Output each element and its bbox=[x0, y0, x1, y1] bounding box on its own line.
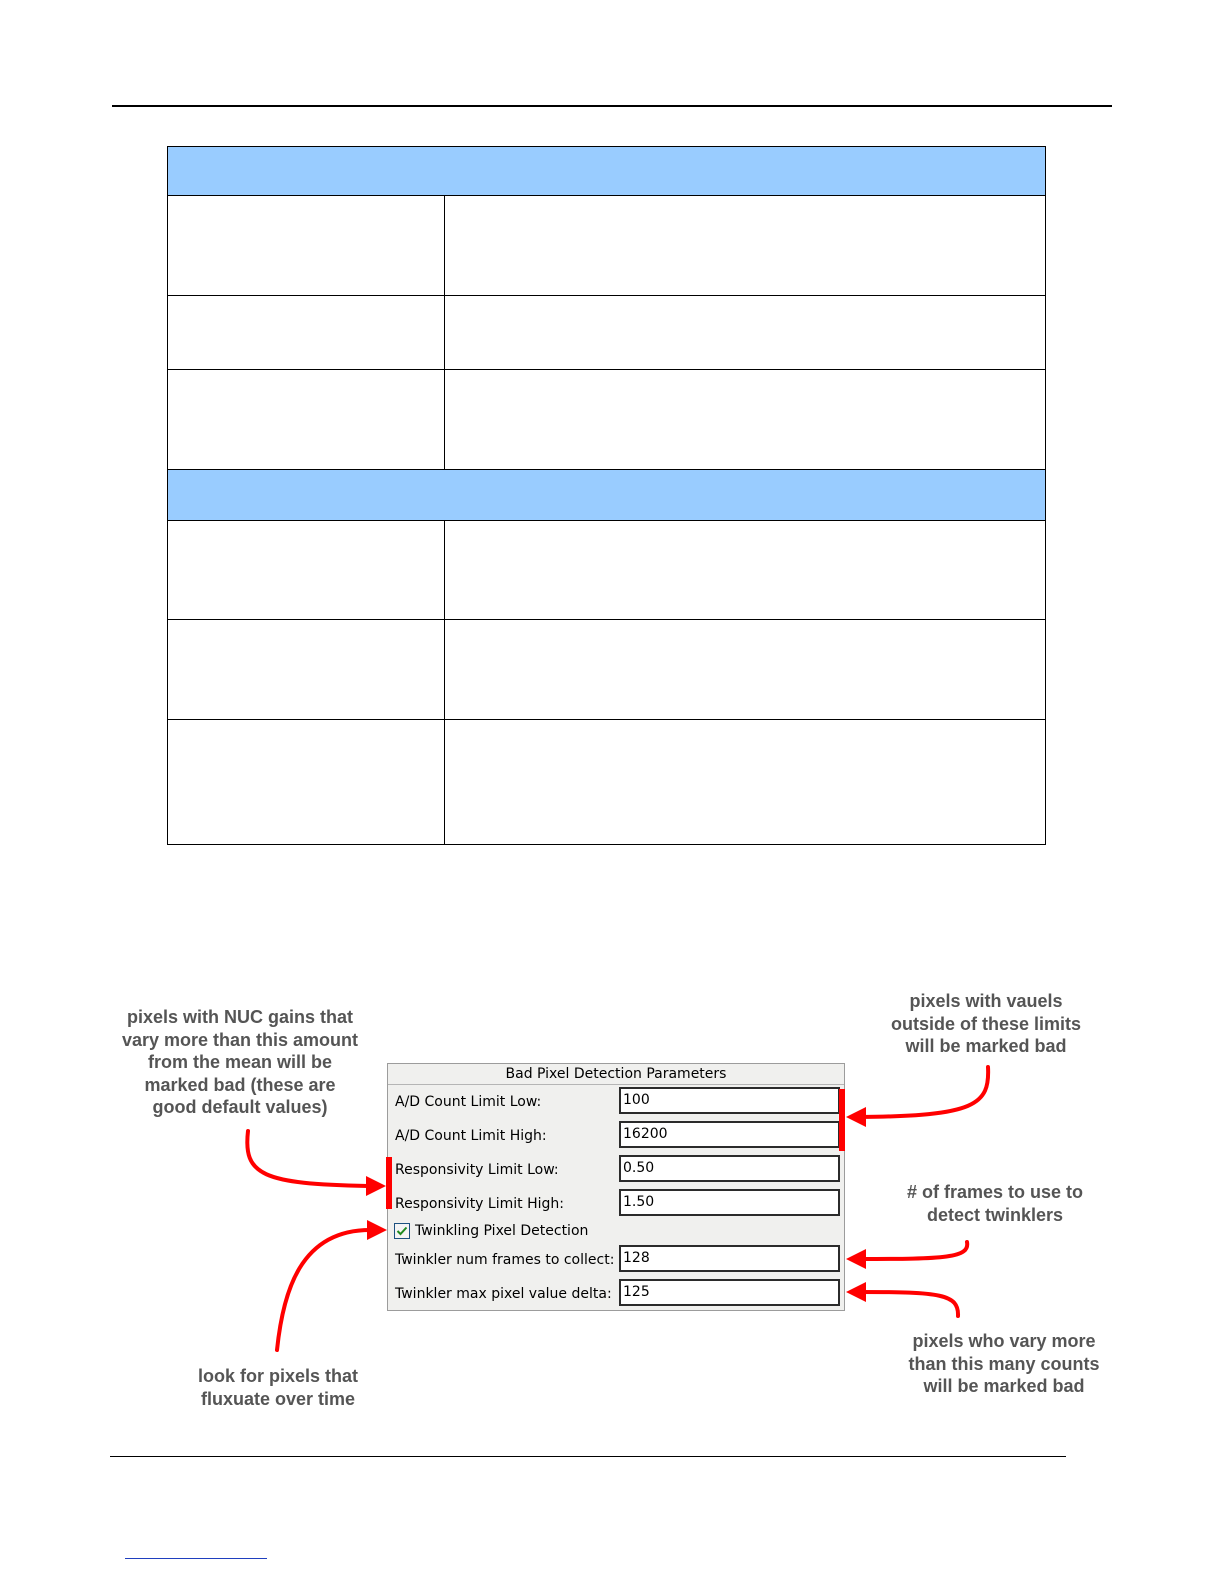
arrow-limits bbox=[860, 1067, 988, 1117]
annotation-line: will be marked bad bbox=[923, 1376, 1085, 1396]
ad-count-high-input[interactable]: 16200 bbox=[619, 1121, 840, 1148]
annotation-line: vary more than this amount bbox=[121, 1029, 359, 1050]
responsivity-low-label: Responsivity Limit Low: bbox=[395, 1162, 559, 1178]
annotation-line: will be marked bad bbox=[905, 1036, 1067, 1056]
annotation-line: pixels with vauels bbox=[909, 991, 1063, 1011]
ad-count-low-input[interactable]: 100 bbox=[619, 1087, 840, 1114]
arrow-fluctuate bbox=[277, 1230, 370, 1350]
twinkler-frames-input[interactable]: 128 bbox=[619, 1245, 840, 1272]
footer-link-underline bbox=[125, 1558, 267, 1559]
bracket-bar-limits bbox=[839, 1089, 845, 1151]
arrow-frames bbox=[860, 1242, 967, 1259]
annotation-line: # of frames to use to bbox=[906, 1182, 1084, 1202]
footer-rule bbox=[110, 1456, 1066, 1457]
annotation-line: detect twinklers bbox=[926, 1204, 1064, 1225]
twinkling-detection-label: Twinkling Pixel Detection bbox=[415, 1223, 589, 1239]
ad-count-low-label: A/D Count Limit Low: bbox=[395, 1094, 542, 1110]
bracket-bar-responsivity bbox=[386, 1157, 392, 1209]
panel-title: Bad Pixel Detection Parameters bbox=[388, 1064, 844, 1085]
annotation-line: from the mean will be bbox=[147, 1052, 333, 1072]
annotation-line: pixels with NUC gains that bbox=[126, 1007, 354, 1027]
annotation-line: than this many counts bbox=[908, 1353, 1100, 1374]
arrowhead bbox=[846, 1249, 866, 1269]
twinkler-delta-input[interactable]: 125 bbox=[619, 1279, 840, 1306]
arrow-nuc-gains bbox=[247, 1131, 368, 1186]
annotation-line: look for pixels that bbox=[197, 1366, 359, 1386]
arrow-vary-counts bbox=[860, 1292, 958, 1316]
annotation-line: marked bad (these are bbox=[144, 1074, 336, 1095]
arrowhead bbox=[846, 1282, 866, 1302]
twinkler-frames-label: Twinkler num frames to collect: bbox=[395, 1252, 615, 1268]
twinkler-delta-label: Twinkler max pixel value delta: bbox=[395, 1286, 612, 1302]
annotation-line: pixels who vary more bbox=[912, 1331, 1096, 1351]
annotation-line: good default values) bbox=[152, 1097, 328, 1117]
arrowhead bbox=[367, 1220, 387, 1240]
annotation-line: outside of these limits bbox=[890, 1013, 1082, 1034]
ad-count-high-label: A/D Count Limit High: bbox=[395, 1128, 547, 1144]
annotation-line: fluxuate over time bbox=[200, 1388, 356, 1409]
responsivity-low-input[interactable]: 0.50 bbox=[619, 1155, 840, 1182]
responsivity-high-input[interactable]: 1.50 bbox=[619, 1189, 840, 1216]
arrowhead bbox=[846, 1107, 866, 1127]
responsivity-high-label: Responsivity Limit High: bbox=[395, 1196, 564, 1212]
arrowhead bbox=[366, 1176, 386, 1196]
